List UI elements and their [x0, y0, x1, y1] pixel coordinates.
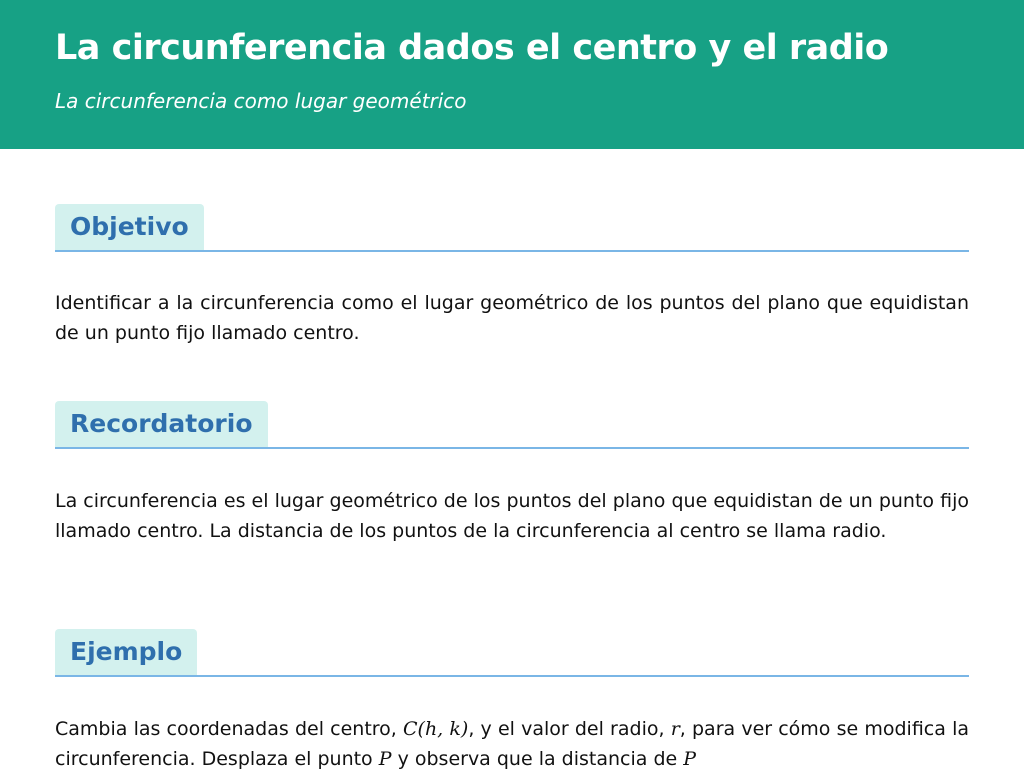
section-title: Objetivo	[55, 204, 204, 250]
ejemplo-text-1: Cambia las coordenadas del centro,	[55, 718, 403, 740]
recordatorio-paragraph: La circunferencia es el lugar geométrico de los puntos del plano que equidistan de un punto fijo llamado centro. La distancia de los puntos de la circunferencia al centro se llama radio.	[55, 490, 969, 542]
page-title: La circunferencia dados el centro y el radio	[55, 28, 889, 68]
math-radius: r	[670, 718, 680, 740]
section-title: Ejemplo	[55, 629, 197, 675]
section-title: Recordatorio	[55, 401, 268, 447]
section-heading-ejemplo	[55, 629, 969, 677]
math-center: C(h, k)	[403, 718, 469, 740]
ejemplo-text-3: , para ver cómo se modifica la circunferencia. Desplaza el punto	[55, 718, 969, 770]
section-heading-recordatorio	[55, 401, 969, 449]
ejemplo-text-2: , y el valor del radio,	[468, 718, 671, 740]
ejemplo-paragraph	[55, 714, 969, 774]
objetivo-paragraph: Identificar a la circunferencia como el lugar geométrico de los puntos del plano que equidistan de un punto fijo llamado centro.	[55, 292, 969, 344]
math-point-2: P	[683, 748, 697, 770]
math-point: P	[378, 748, 392, 770]
page-subtitle: La circunferencia como lugar geométrico	[55, 89, 467, 113]
page-header	[0, 0, 1024, 149]
section-heading-objetivo	[55, 204, 969, 252]
ejemplo-text-4: y observa que la distancia de	[391, 748, 684, 770]
